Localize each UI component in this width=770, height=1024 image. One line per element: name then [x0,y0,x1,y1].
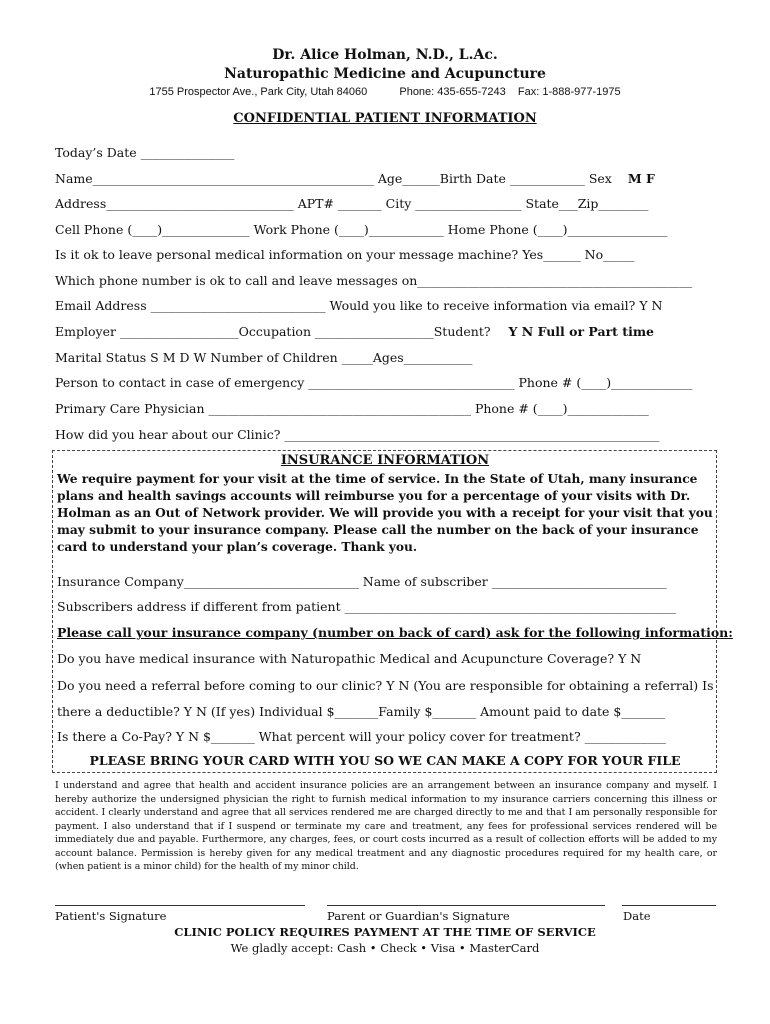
coverage-question[interactable]: Do you have medical insurance with Naturopathic Medical and Acupuncture Coverage? Y N [57,651,642,666]
employer-row[interactable] [55,324,654,339]
phone-numbers-field[interactable]: Cell Phone (____)______________ Work Phone (____)____________ Home Phone (____)________________ [55,222,668,237]
accepted-payments: We gladly accept: Cash • Check • Visa • MasterCard [230,941,540,955]
insurance-company-field[interactable]: Insurance Company____________________________ Name of subscriber ____________________________ [57,574,667,589]
referral-source-field[interactable]: How did you hear about our Clinic? ____________________________________________________________ [55,427,660,442]
clinic-phone: Phone: 435-655-7243 [399,86,506,98]
marital-status-field[interactable]: Marital Status S M D W Number of Children _____Ages___________ [55,350,473,365]
address-field[interactable]: Address______________________________ APT# _______ City _________________ State___Zip________ [55,196,649,211]
insurance-title: INSURANCE INFORMATION [280,453,490,468]
date-signature-line[interactable] [622,905,716,906]
guardian-signature-line[interactable] [327,905,605,906]
patient-signature-label: Patient's Signature [55,909,167,923]
insurance-paragraph: We require payment for your visit at the time of service. In the State of Utah, many insurance plans and health savings accounts will reimburse you for a percentage of your visits with Dr. Holman as an Out of Network provider. We will provide you with a receipt for your visit that you may submit to your insurance company. Please call the number on the back of your insurance card to understand your plan’s coverage. Thank you. [57,472,713,554]
email-field[interactable]: Email Address ____________________________ Would you like to receive information via email? Y N [55,298,663,313]
name-age-birth-sex-row[interactable] [55,171,655,186]
form-title: CONFIDENTIAL PATIENT INFORMATION [233,111,537,126]
sex-options[interactable]: M F [627,171,655,186]
insurance-call-note: Please call your insurance company (number on back of card) ask for the following information: [57,625,733,640]
name-age-birth-field[interactable]: Name_____________________________________________ Age______Birth Date ____________ Sex [55,171,612,186]
guardian-signature-label: Parent or Guardian's Signature [327,909,510,923]
deductible-question[interactable]: there a deductible? Y N (If yes) Individual $_______Family $_______ Amount paid to date $_______ [57,704,666,719]
bring-card-notice: PLEASE BRING YOUR CARD WITH YOU SO WE CAN MAKE A COPY FOR YOUR FILE [89,753,681,768]
primary-care-field[interactable]: Primary Care Physician __________________________________________ Phone # (____)_____________ [55,401,649,416]
practice-name: Naturopathic Medicine and Acupuncture [224,66,546,82]
patient-signature-line[interactable] [55,905,305,906]
payment-policy: CLINIC POLICY REQUIRES PAYMENT AT THE TIME OF SERVICE [174,925,596,939]
subscriber-address-field[interactable]: Subscribers address if different from patient _____________________________________________________ [57,599,676,614]
clinic-fax: Fax: 1-888-977-1975 [517,86,621,98]
clinic-address: 1755 Prospector Ave., Park City, Utah 84060 [149,86,368,98]
student-options[interactable]: Y N Full or Part time [508,324,655,339]
emergency-contact-field[interactable]: Person to contact in case of emergency _________________________________ Phone # (____)_____________ [55,375,693,390]
referral-question[interactable]: Do you need a referral before coming to our clinic? Y N (You are responsible for obtaining a referral) Is [57,678,714,693]
authorization-text: I understand and agree that health and accident insurance policies are an arrangement between an insurance company and myself. I hereby authorize the undersigned physician the right to furnish medical information to my insurance carriers concerning this illness or accident. I clearly understand and agree that all services rendered me are charged directly to me and that I am personally responsible for payment. I also understand that if I suspend or terminate my care and treatment, any fees for professional services rendered will be immediately due and payable. Furthermore, any charges, fees, or court costs incurred as a result of collection efforts will be added to my account balance. Permission is hereby given for any medical treatment and any diagnostic procedures required for my health care, or (when patient is a minor child) for the health of my minor child. [55,780,717,872]
todays-date-field[interactable]: Today’s Date _______________ [55,145,235,160]
clinic-contact [0,86,770,98]
employer-occupation-field[interactable]: Employer ___________________Occupation ___________________Student? [55,324,491,339]
doctor-name: Dr. Alice Holman, N.D., L.Ac. [272,47,498,63]
copay-question[interactable]: Is there a Co-Pay? Y N $_______ What percent will your policy cover for treatment? _____________ [57,729,666,744]
date-label: Date [623,909,651,923]
message-permission-field[interactable]: Is it ok to leave personal medical information on your message machine? Yes______ No_____ [55,247,635,262]
message-phone-field[interactable]: Which phone number is ok to call and leave messages on____________________________________________ [55,273,693,288]
